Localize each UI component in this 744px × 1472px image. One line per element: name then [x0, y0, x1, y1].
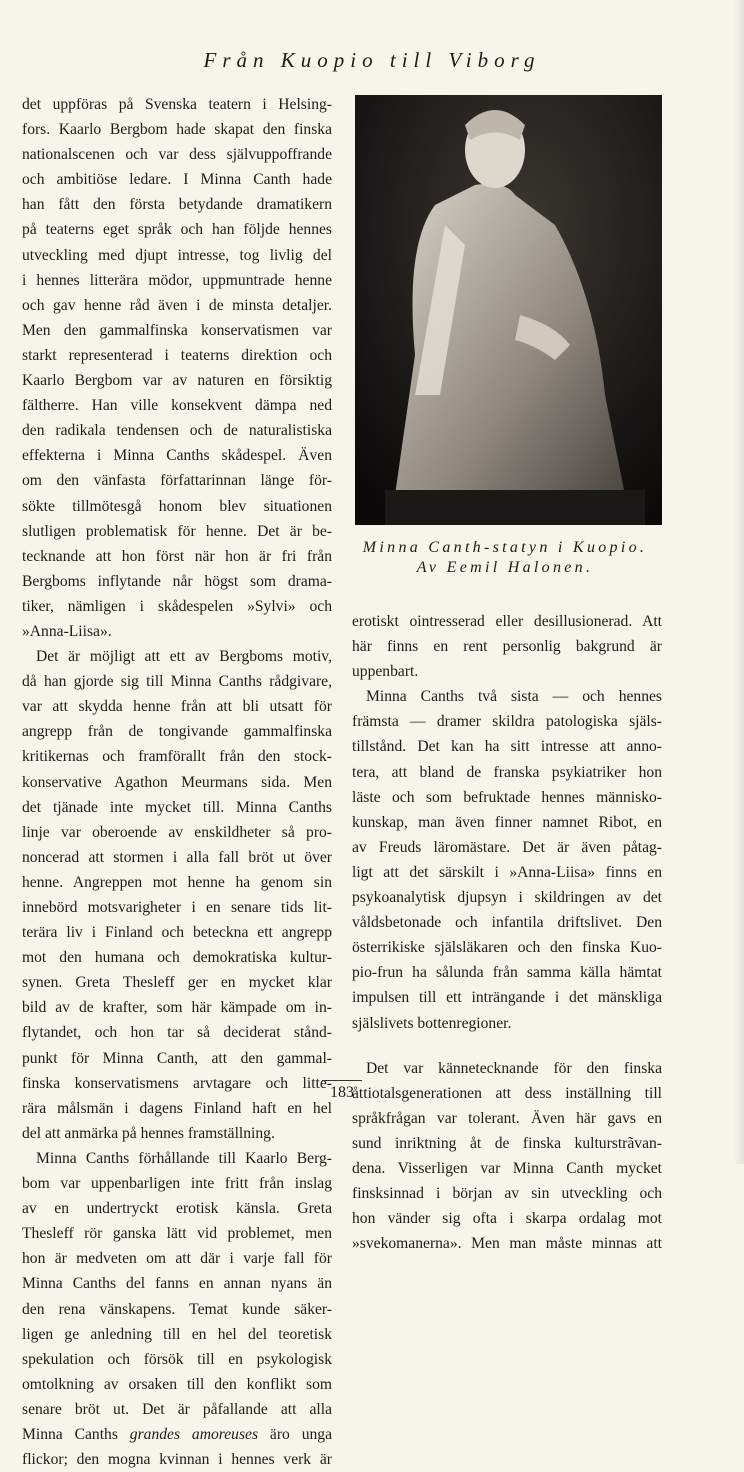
text-line: hon vänder sig ofta i skarpa ordalag mot: [352, 1210, 662, 1228]
text-line: linje var oberoende av enskildheter så pro-: [22, 823, 332, 841]
text-line: flytandet, och hon tar så deciderat stånd-: [22, 1024, 332, 1042]
page-number-rule: [322, 1080, 362, 1081]
text-line: åttiotalsgenerationen att dess inställning till: [352, 1084, 662, 1102]
text-line: innebörd motsvarigheter i en senare tids lit-: [22, 899, 332, 916]
text-line: kunskap, man även finner namnet Ribot, en: [352, 813, 662, 831]
text-line: sund inriktning åt de finska kulturstrãvan-: [352, 1134, 662, 1152]
text-line: angrepp från de tongivande gammalfinska: [22, 723, 332, 741]
text-line: ligen ge anledning till en hel del teoretisk: [22, 1325, 332, 1343]
text-line: uppenbart.: [352, 663, 419, 681]
text-line: noncerad att stormen i alla fall bröt ut över: [22, 848, 332, 866]
text-line: då han gjorde sig till Minna Canths rådgivare,: [22, 673, 332, 691]
text-line: Bergboms inflytande når högst som drama-: [22, 572, 332, 590]
statue-photograph: [355, 95, 662, 525]
text-line: pio-frun ha sålunda från samma källa hämtat: [352, 964, 662, 982]
text-line: omtolkning av orsaken till den konflikt som: [22, 1375, 332, 1393]
text-line: del att anmärka på hennes framställning.: [22, 1124, 275, 1142]
text-line: psykoanalytisk djupsyn i skildringen av det: [352, 889, 662, 907]
text-line: och ambitiöse ledare. I Minna Canth hade: [22, 171, 332, 189]
right-text-column: [352, 609, 662, 1256]
paragraph: [352, 609, 662, 684]
text-line: Men den gammalfinska konservatismen var: [22, 321, 332, 339]
figure-caption: [340, 538, 670, 578]
text-line: henne. Angreppen mot henne ha genom sin: [22, 873, 332, 891]
text-line: tillstånd. Det kan ha sitt intresse att anno-: [352, 738, 662, 756]
text-line: erotiskt ointresserad eller desillusionerad. Att: [352, 613, 662, 630]
text-segment: Minna Canths: [22, 1425, 130, 1443]
paragraph: [352, 684, 662, 1035]
text-line: bom var uppenbarligen inte fritt från inslag: [22, 1175, 332, 1193]
running-head: Från Kuopio till Viborg: [203, 48, 541, 72]
text-line: det tjänade inte mycket till. Minna Canths: [22, 798, 332, 816]
text-line: och gav henne råd även i de minsta detaljer.: [22, 296, 332, 314]
text-line: Minna Canths förhållande till Kaarlo Berg-: [36, 1149, 332, 1167]
paragraph: [22, 644, 332, 1146]
page-edge-shadow: [734, 0, 744, 1164]
text-line: slutligen problematisk för henne. Det är be-: [22, 522, 332, 540]
text-line: Det var kännetecknande för den finska: [366, 1059, 662, 1077]
text-line: utveckling med djupt intresse, tog livlig del: [22, 246, 332, 264]
text-line: [22, 1422, 332, 1447]
text-line: österrikiske själsläkaren och den finska Kuo-: [352, 939, 662, 957]
text-line: starkt representerad i teaterns direktion och: [22, 346, 332, 364]
left-text-column: [22, 92, 332, 1472]
text-line: finsksinnad i början av sin utveckling och: [352, 1185, 662, 1203]
text-line: bild av de krafter, som här kämpade om in-: [22, 999, 332, 1017]
text-line: den radikala tendensen och de naturalistiska: [22, 422, 332, 440]
text-line: mot den humana och demokratiska kultur-: [22, 949, 332, 967]
text-line: terära liv i Finland och beteckna ett angrepp: [22, 924, 332, 942]
text-line: hon är medveten om att där i varje fall för: [22, 1250, 332, 1268]
paragraph: [22, 1146, 332, 1472]
page-number: 183: [330, 1084, 354, 1101]
text-line: våldsbetonade och infantila driftslivet. Den: [352, 914, 662, 932]
paragraph: [22, 92, 332, 644]
text-line: på teaterns eget språk och han följde hennes: [22, 221, 332, 239]
text-line: synen. Greta Thesleff ger en mycket klar: [22, 974, 332, 992]
text-line: kritikernas och framförallt från den stock-: [22, 748, 332, 766]
text-line: Thesleff rör ganska lätt vid problemet, men: [22, 1225, 332, 1243]
caption-line-1: Minna Canth-statyn i Kuopio.: [362, 539, 648, 556]
text-line: »svekomanerna». Men man måste minnas att: [352, 1235, 662, 1253]
italic-phrase: grandes amoreuses: [129, 1425, 259, 1443]
text-line: han fått den första betydande dramatikern: [22, 196, 332, 214]
text-line: det uppföras på Svenska teatern i Helsing-: [22, 96, 332, 113]
text-line: effekterna i Minna Canths skådespel. Även: [22, 447, 332, 465]
caption-line-2: Av Eemil Halonen.: [416, 559, 594, 576]
text-line: konservative Agathon Meurmans sida. Men: [22, 773, 332, 791]
text-line: ligt att det särskilt i »Anna-Liisa» finns en: [352, 863, 662, 881]
text-line: här finns en rent personlig bakgrund är: [352, 638, 662, 656]
text-line: av en undertryckt erotisk känsla. Greta: [22, 1200, 332, 1218]
text-line: främsta — dramer skildra patologiska själs-: [352, 713, 662, 731]
text-line: tecknande att hon först när hon är fri från: [22, 547, 332, 565]
text-line: tiker, nämligen i skådespelen »Sylvi» och: [22, 597, 332, 615]
text-line: fältherre. Han ville konsekvent dämpa ned: [22, 397, 332, 415]
text-line: Kaarlo Bergbom var av naturen en försiktig: [22, 372, 332, 390]
text-line: sökte tillmötesgå honom blev situationen: [22, 497, 332, 515]
text-line: fors. Kaarlo Bergbom hade skapat den finska: [22, 121, 332, 139]
text-line: senare bröt ut. Det är påfallande att alla: [22, 1400, 332, 1418]
text-line: den rena vänskapens. Temat kunde säker-: [22, 1300, 332, 1318]
text-line: spekulation och försök till en psykologisk: [22, 1350, 332, 1368]
text-segment: äro unga: [258, 1425, 333, 1443]
text-line: »Anna-Liisa».: [22, 622, 112, 640]
text-line: tera, att bland de franska psykiatriker hon: [352, 763, 662, 781]
text-line: rära målsmän i dagens Finland haft en hel: [22, 1099, 332, 1117]
paragraph: [352, 1056, 662, 1257]
text-line: dena. Visserligen var Minna Canth mycket: [352, 1159, 662, 1177]
text-line: impulsen till ett inträngande i det mänskliga: [352, 989, 662, 1007]
text-line: språkfrågan var tolerant. Även här gavs en: [352, 1109, 662, 1127]
text-line: punkt för Minna Canth, att den gammal-: [22, 1049, 332, 1067]
statue-image-icon: [355, 95, 662, 525]
text-line: själslivets bottenregioner.: [352, 1014, 512, 1032]
text-line: flickor; den mogna kvinnan i hennes verk är: [22, 1451, 332, 1469]
text-line: om den vänfasta författarinnan länge för-: [22, 472, 332, 490]
text-line: var att skydda henne från att bli utsatt för: [22, 698, 332, 716]
text-line: nationalscenen och var dess självuppoffrande: [22, 146, 332, 164]
text-line: Minna Canths del fanns en annan nyans än: [22, 1275, 332, 1293]
text-line: av Freuds läromästare. Det är även påtag-: [352, 838, 662, 856]
text-line: finska konservatismens arvtagare och litte-: [22, 1074, 332, 1092]
text-line: läste och som befruktade hennes människo-: [352, 788, 662, 806]
text-line: Minna Canths två sista — och hennes: [366, 688, 662, 706]
text-line: Det är möjligt att ett av Bergboms motiv,: [36, 648, 332, 666]
text-line: i hennes litterära mödor, uppmuntrade henne: [22, 271, 332, 289]
